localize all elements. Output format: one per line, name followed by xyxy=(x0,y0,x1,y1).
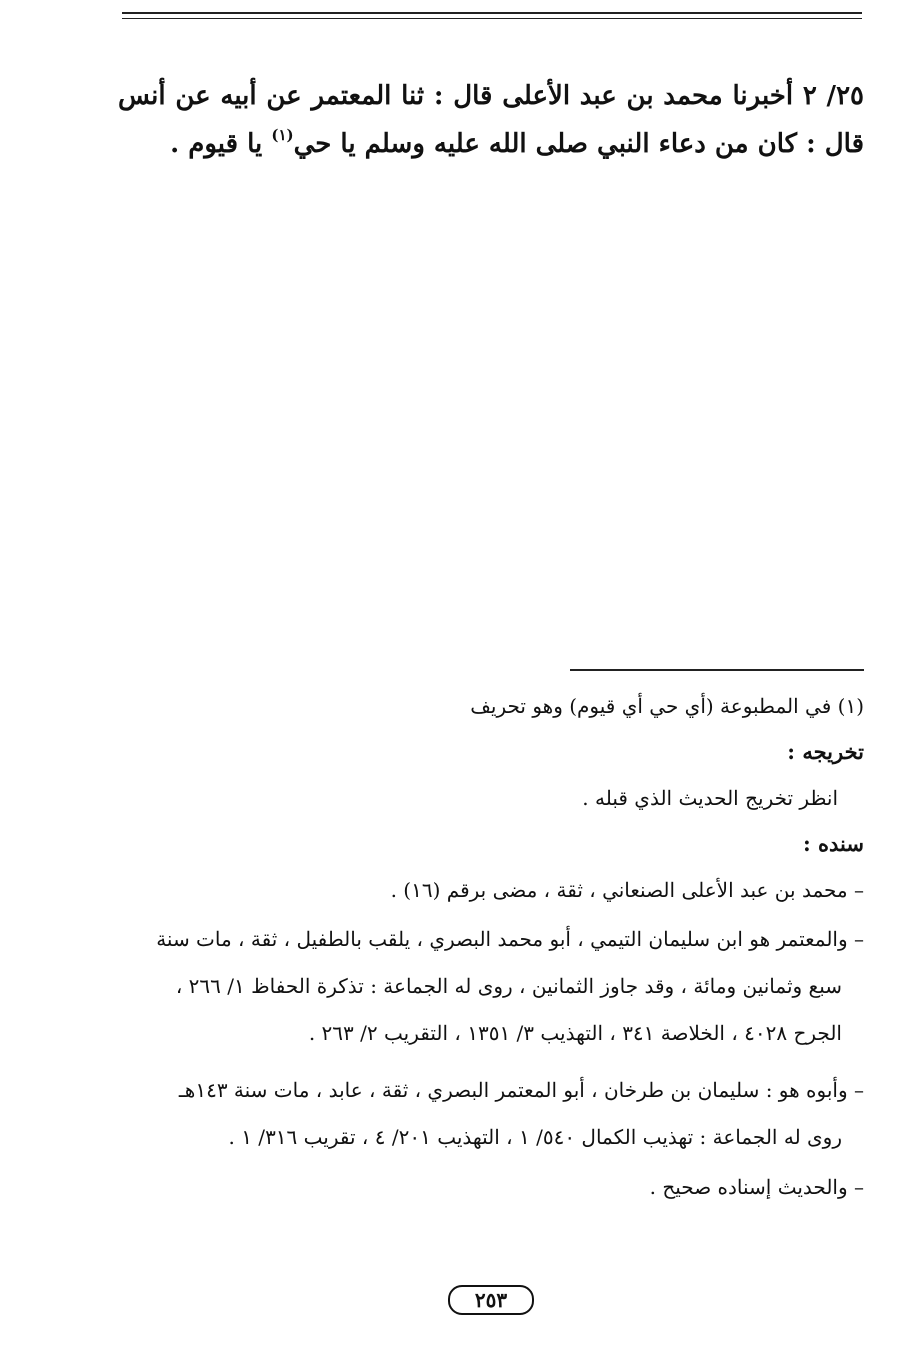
page-number xyxy=(448,1285,534,1315)
takhrij-heading: تخريجه : xyxy=(787,739,864,764)
page-number-text: ٢٥٣ xyxy=(474,1288,508,1312)
sanad-item-4-line-1: – والحديث إسناده صحيح . xyxy=(649,1175,864,1199)
hadith-end: يا قيوم . xyxy=(170,129,272,159)
sanad-item-2-line-1: – والمعتمر هو ابن سليمان التيمي ، أبو محمد البصري ، يلقب بالطفيل ، ثقة ، مات سنة xyxy=(156,927,864,951)
sanad-item-2-line-2: سبع وثمانين ومائة ، وقد جاوز الثمانين ، روى له الجماعة : تذكرة الحفاظ ١/ ٢٦٦ ، xyxy=(175,974,842,998)
top-rule-1 xyxy=(122,12,862,14)
sanad-item-1 xyxy=(130,874,864,906)
sanad-item-1-line-1: – محمد بن عبد الأعلى الصنعاني ، ثقة ، مضى برقم (١٦) . xyxy=(390,878,864,902)
sanad-item-4 xyxy=(130,1171,864,1203)
sanad-heading: سنده : xyxy=(802,831,864,856)
sanad-item-2-line-3: الجرح ٤٠٢٨ ، الخلاصة ٣٤١ ، التهذيب ٣/ ١٣٥١ ، التقريب ٢/ ٢٦٣ . xyxy=(308,1021,842,1045)
hadith-text xyxy=(118,72,864,168)
footnote-marker: (١) xyxy=(271,126,294,144)
notes-section xyxy=(130,690,864,1213)
sanad-item-3-line-1: – وأبوه هو : سليمان بن طرخان ، أبو المعتمر البصري ، ثقة ، عابد ، مات سنة ١٤٣هـ xyxy=(178,1078,864,1102)
takhrij-text: انظر تخريج الحديث الذي قبله . xyxy=(582,786,838,810)
top-rule-2 xyxy=(122,18,862,19)
footnote: (١) في المطبوعة (أي حي أي قيوم) وهو تحريف xyxy=(470,694,864,718)
hadith-body: ٢٥/ ٢ أخبرنا محمد بن عبد الأعلى قال : ثنا المعتمر عن أبيه عن أنس قال : كان من دعاء النبي صلى الله عليه وسلم يا حي xyxy=(118,81,864,159)
sanad-item-3 xyxy=(130,1067,864,1161)
sanad-item-2 xyxy=(130,916,864,1057)
footnote-separator xyxy=(570,669,864,671)
sanad-item-3-line-2: روى له الجماعة : تهذيب الكمال ٥٤٠/ ١ ، التهذيب ٢٠١/ ٤ ، تقريب ٣١٦/ ١ . xyxy=(228,1125,842,1149)
